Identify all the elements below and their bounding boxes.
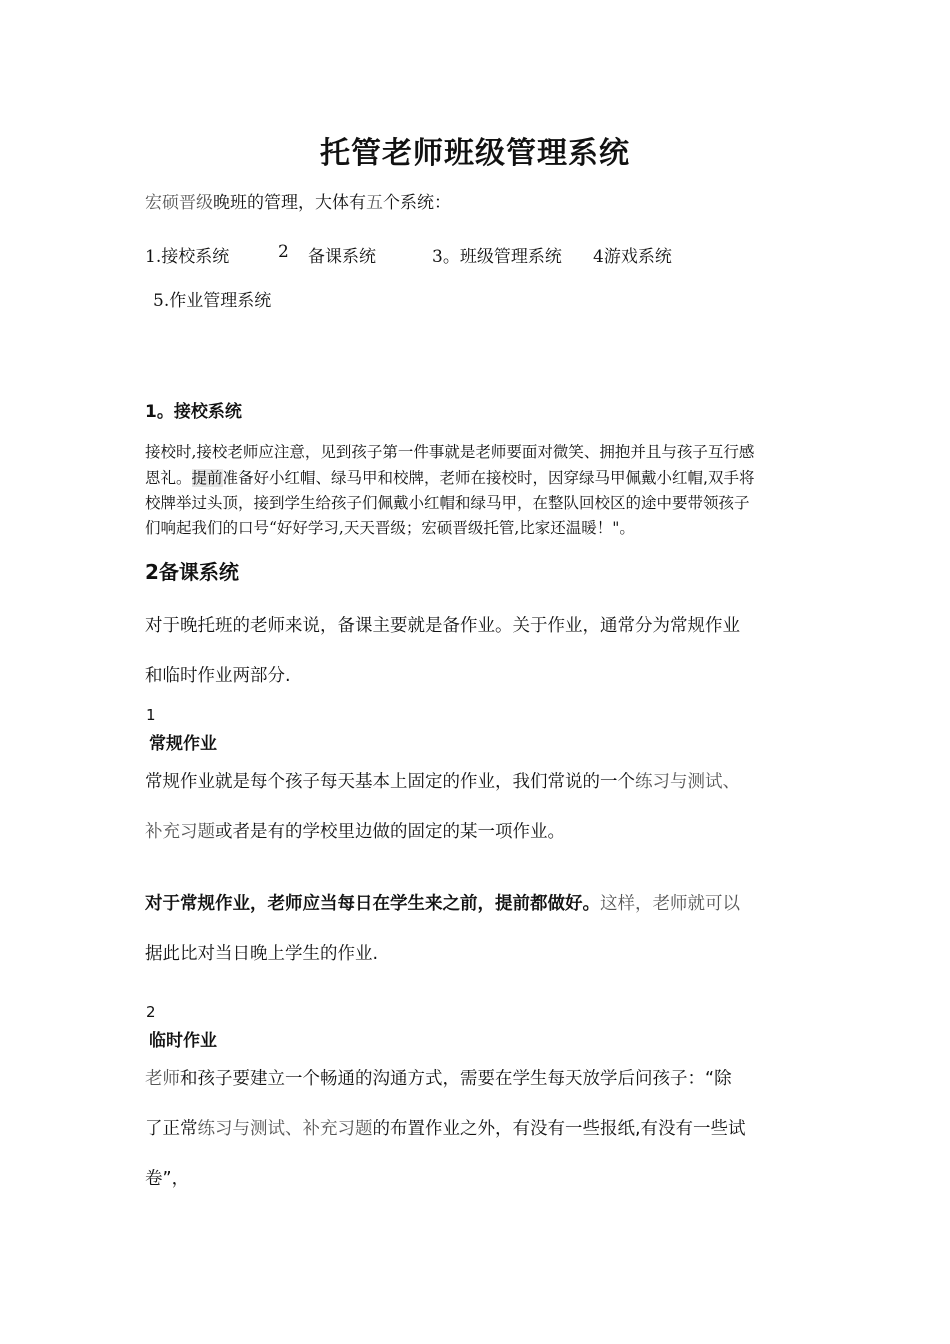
section2-para1-line2: 和临时作业两部分. (145, 666, 291, 686)
sub2-line2: 了正常练习与测试、补充习题的布置作业之外，有没有一些报纸,有没有一些试 (145, 1119, 746, 1139)
sub2-title: 临时作业 (149, 1031, 217, 1051)
sub1-para2-line2: 据此比对当日晚上学生的作业. (145, 944, 379, 964)
sub2-line1: 老师和孩子要建立一个畅通的沟通方式，需要在学生每天放学后问孩子：“除 (145, 1069, 732, 1089)
section1-line2: 恩礼。提前准备好小红帽、绿马甲和校牌，老师在接校时，因穿绿马甲佩戴小红帽,双手将 (145, 469, 755, 487)
sub1-line2: 补充习题或者是有的学校里边做的固定的某一项作业。 (145, 822, 565, 842)
system-item-3: 3。班级管理系统 (432, 247, 562, 267)
sub1-title: 常规作业 (149, 734, 217, 754)
system-item-4: 4游戏系统 (593, 247, 672, 267)
system-item-5: 5.作业管理系统 (153, 291, 272, 311)
section1-line1: 接校时,接校老师应注意，见到孩子第一件事就是老师要面对微笑、拥抱并且与孩子互行感 (145, 443, 755, 461)
system-item-2: 备课系统 (308, 247, 376, 267)
intro-text: 宏硕晋级晚班的管理，大体有五个系统： (145, 193, 451, 213)
document-title: 托管老师班级管理系统 (320, 136, 630, 171)
section2-para1-line1: 对于晚托班的老师来说，备课主要就是备作业。关于作业，通常分为常规作业 (145, 616, 740, 636)
sub1-number: 1 (146, 706, 156, 724)
section1-line3: 校牌举过头顶，接到学生给孩子们佩戴小红帽和绿马甲，在整队回校区的途中要带领孩子 (145, 494, 750, 512)
section1-line4: 们响起我们的口号“好好学习,天天晋级；宏硕晋级托管,比家还温暖！"。 (145, 519, 635, 537)
section1-heading: 1。接校系统 (145, 402, 242, 422)
sub1-line1: 常规作业就是每个孩子每天基本上固定的作业，我们常说的一个练习与测试、 (145, 772, 740, 792)
system-item-2-number: 2 (278, 242, 289, 262)
system-item-1: 1.接校系统 (145, 247, 230, 267)
sub1-para2-line1: 对于常规作业，老师应当每日在学生来之前，提前都做好。这样，老师就可以 (145, 894, 740, 914)
sub2-line3: 卷”， (145, 1169, 190, 1189)
section2-heading: 2备课系统 (145, 560, 239, 584)
sub2-number: 2 (146, 1003, 156, 1021)
